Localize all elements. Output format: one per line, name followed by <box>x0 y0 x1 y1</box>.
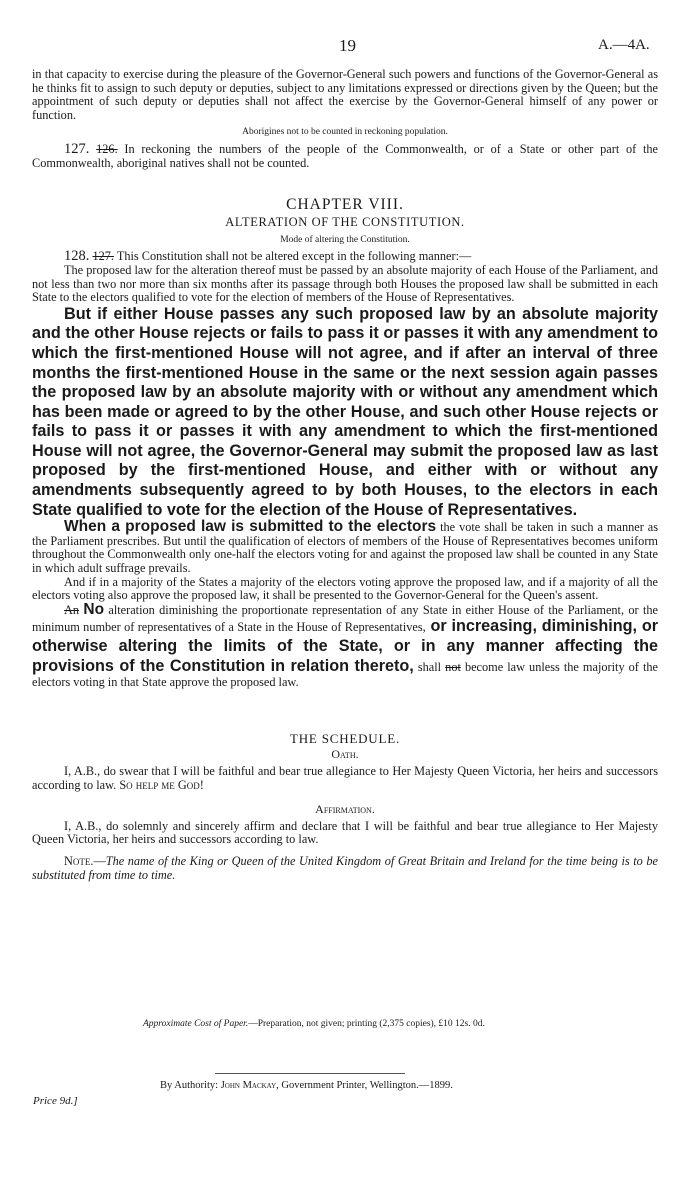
section-128-paragraph-5 <box>32 600 659 690</box>
struck-word: not <box>445 659 461 674</box>
cost-label: Approximate Cost of Paper. <box>143 1019 249 1029</box>
document-body <box>32 68 658 882</box>
inserted-phrase: When a proposed law is submitted to the electors <box>64 518 437 536</box>
inserted-clause: or increasing, diminishing, or otherwise altering the limits of the State, or in any manner affecting the provisions of the Constitution in relation thereto, <box>32 617 659 675</box>
oath-closing: So help me God! <box>119 777 204 792</box>
note-label: Note.— <box>64 853 106 868</box>
affirmation-heading: Affirmation. <box>315 802 375 817</box>
section-number: 127. <box>64 140 90 157</box>
section-number: 128. <box>64 248 90 265</box>
paragraph-text: the vote shall be taken in such a manner as the Parliament prescribes. But until the qualification of electors of members of the House of Representatives becomes uniform throughout the Commonwealth only one-half the electors voting for and against the proposed law shall be counted in any State in which adult suffrage prevails. <box>32 520 658 576</box>
struck-old-number: 127. <box>92 249 114 264</box>
oath-paragraph <box>32 765 658 792</box>
cost-line <box>143 1019 485 1029</box>
inserted-word: No <box>83 600 105 618</box>
section-127 <box>32 140 658 170</box>
footer-divider <box>215 1073 405 1074</box>
paragraph-text: shall <box>413 659 442 674</box>
section-128-sidenote: Mode of altering the Constitution. <box>280 234 410 245</box>
oath-heading: Oath. <box>331 747 359 762</box>
section-128-paragraph-1: The proposed law for the alteration thereof must be passed by an absolute majority of each House of the Parliament, and not less than two nor more than six months after its passage through both Houses the proposed law shall be submitted in each State to the electors qualified to vote for the election of members of the House of Representatives. <box>32 262 658 305</box>
continued-paragraph: in that capacity to exercise during the pleasure of the Governor-General such powers and functions of the Governor-General as he thinks fit to assign to such deputy or deputies, subject to any limitations expressed or directions given by the Queen; but the appointment of such deputy or deputies shall not affect the exercise by the Governor-General himself of any power or function. <box>32 67 658 122</box>
printer-authority <box>160 1080 453 1091</box>
authority-prefix: By Authority: <box>160 1080 221 1091</box>
struck-old-number: 126. <box>96 141 118 156</box>
paragraph-text: alteration diminishing the proportionate representation of any State in either House of the Parliament, or the minimum number of representatives of a State in the House of Representatives, <box>32 602 658 635</box>
section-128-inserted-paragraph: But if either House passes any such proposed law by an absolute majority and the other House rejects or fails to pass it or passes it with any amendment to which the first-mentioned House will not agree, and if after an interval of three months the first-mentioned House in the same or the next session again passes the proposed law by an absolute majority with or without any amendment which has been made or agreed to by the other House, and such other House rejects or fails to pass it or passes it with any amendment to which the first-mentioned House will not agree, the Governor-General may submit the proposed law as last proposed by the first-mentioned House, and either with or without any amendments subsequently agreed to by both Houses, to the electors in each State qualified to vote for the election of the House of Representatives. <box>32 304 658 519</box>
cost-text: —Preparation, not given; printing (2,375 copies), £10 12s. 0d. <box>248 1019 485 1029</box>
paragraph-text: become law unless the majority of the electors voting in that State approve the proposed law. <box>32 659 658 690</box>
authority-suffix: , Government Printer, Wellington.—1899. <box>276 1080 453 1091</box>
price-label: Price 9d.] <box>33 1095 78 1107</box>
section-128-paragraph-3 <box>32 520 658 575</box>
section-intro-text: This Constitution shall not be altered except in the following manner:— <box>113 249 472 264</box>
chapter-title: CHAPTER VIII. <box>286 196 404 214</box>
paper-reference: A.—4A. <box>598 37 650 53</box>
oath-text: I, A.B., do swear that I will be faithful and bear true allegiance to Her Majesty Queen Victoria, her heirs and successors according to law. <box>32 763 658 792</box>
page-number: 19 <box>339 36 356 55</box>
section-127-sidenote: Aborigines not to be counted in reckoning population. <box>242 127 448 138</box>
struck-word: An <box>64 602 80 617</box>
affirmation-paragraph: I, A.B., do solemnly and sincerely affirm and declare that I will be faithful and bear true allegiance to Her Majesty Queen Victoria, her heirs and successors according to law. <box>32 818 658 847</box>
note-text: The name of the King or Queen of the United Kingdom of Great Britain and Ireland for the time being is to be substituted from time to time. <box>32 853 658 882</box>
schedule-title: THE SCHEDULE. <box>289 730 401 746</box>
schedule-note <box>32 855 658 882</box>
printer-name: John Mackay <box>220 1080 277 1091</box>
chapter-subtitle: ALTERATION OF THE CONSTITUTION. <box>225 215 465 230</box>
section-128-intro <box>32 250 658 264</box>
section-text: In reckoning the numbers of the people of the Commonwealth, or of a State or other part of the Commonwealth, aboriginal natives shall not be counted. <box>32 141 658 170</box>
section-128-paragraph-4: And if in a majority of the States a majority of the electors voting approve the proposed law, and if a majority of all the electors voting also approve the proposed law, it shall be presented to the Governor-General for the Queen's assent. <box>32 574 658 603</box>
